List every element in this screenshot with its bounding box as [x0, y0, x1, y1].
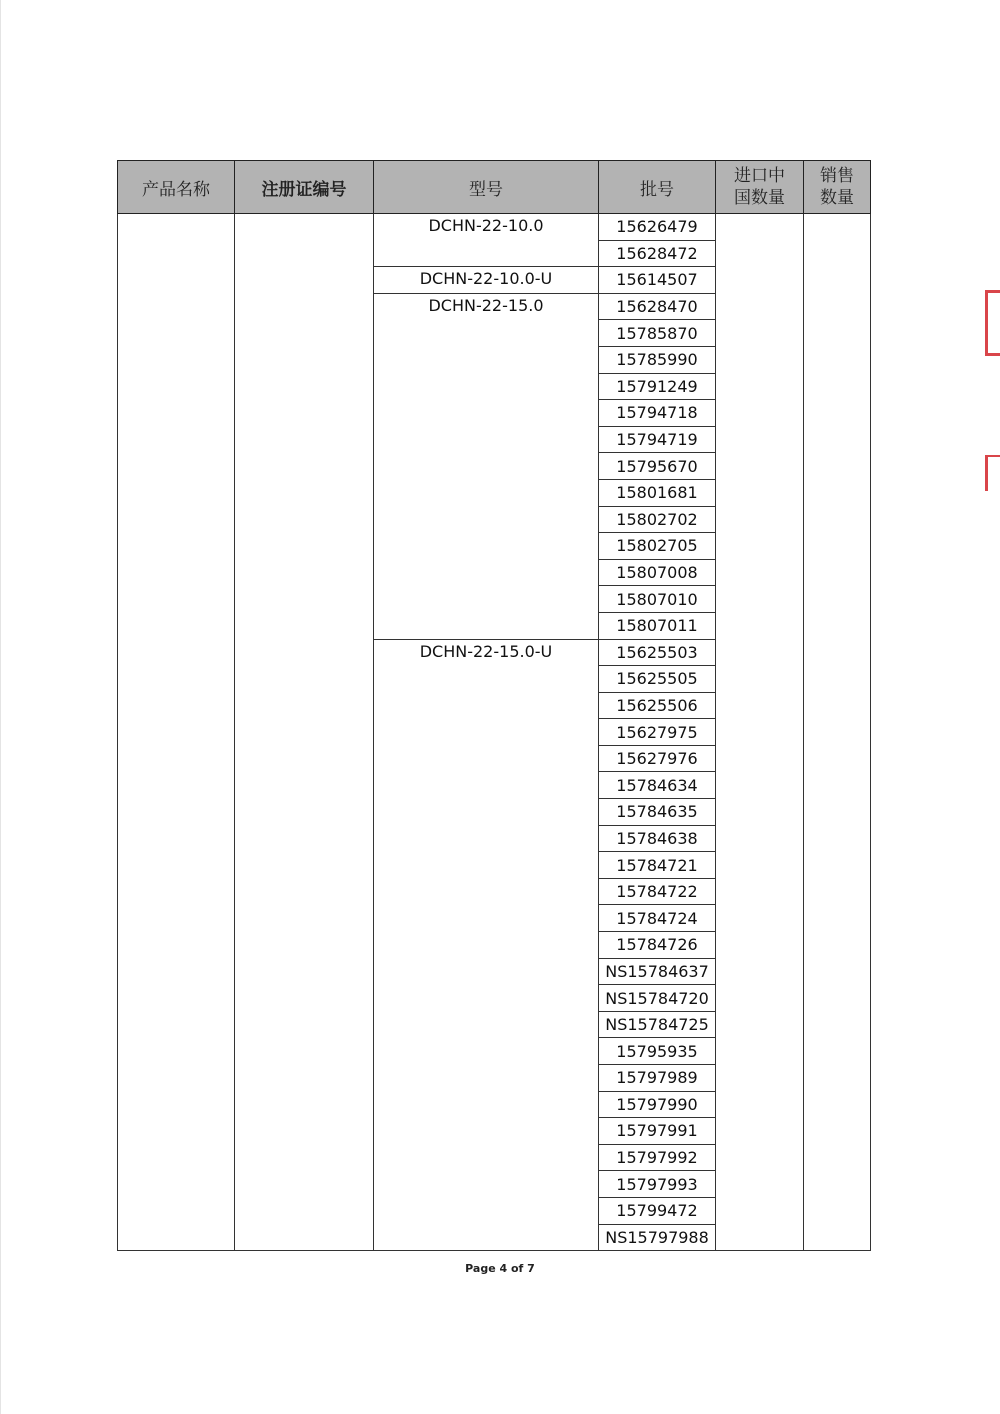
batch-number-cell: 15807008 — [599, 559, 716, 586]
batch-number-cell: 15797989 — [599, 1065, 716, 1092]
batch-number-cell: 15802702 — [599, 506, 716, 533]
batch-number-cell: NS15784637 — [599, 958, 716, 985]
batch-number-cell: 15797992 — [599, 1144, 716, 1171]
batch-number-cell: 15785870 — [599, 320, 716, 347]
model-cell: DCHN-22-10.0 — [374, 214, 599, 267]
batch-number-cell: 15784634 — [599, 772, 716, 799]
page-footer: Page 4 of 7 — [465, 1262, 535, 1275]
table-body — [118, 214, 871, 1251]
header-registration-number: 注册证编号 — [235, 161, 374, 214]
batch-number-cell: 15795670 — [599, 453, 716, 480]
batch-number-cell: 15784638 — [599, 825, 716, 852]
table-row — [118, 214, 871, 241]
batch-number-cell: NS15797988 — [599, 1224, 716, 1251]
batch-number-cell: 15627976 — [599, 745, 716, 772]
red-stamp-fragment — [985, 290, 1000, 356]
batch-number-cell: 15785990 — [599, 346, 716, 373]
batch-number-cell: 15784722 — [599, 878, 716, 905]
batch-number-cell: 15794718 — [599, 400, 716, 427]
header-import-quantity: 进口中 国数量 — [716, 161, 804, 214]
model-cell: DCHN-22-15.0 — [374, 293, 599, 639]
batch-number-cell: 15625505 — [599, 666, 716, 693]
batch-table — [117, 160, 871, 1251]
model-cell: DCHN-22-15.0-U — [374, 639, 599, 1251]
batch-number-cell: 15625503 — [599, 639, 716, 666]
scan-edge — [0, 0, 1, 1414]
batch-number-cell: 15797990 — [599, 1091, 716, 1118]
batch-number-cell: 15784724 — [599, 905, 716, 932]
red-stamp-fragment — [985, 455, 1000, 491]
header-sales-quantity: 销售 数量 — [804, 161, 871, 214]
batch-number-cell: 15614507 — [599, 267, 716, 294]
registration-number-cell — [235, 214, 374, 1251]
batch-number-cell: 15627975 — [599, 719, 716, 746]
model-cell: DCHN-22-10.0-U — [374, 267, 599, 294]
batch-number-cell: 15628470 — [599, 293, 716, 320]
batch-number-cell: 15626479 — [599, 214, 716, 241]
batch-number-cell: 15795935 — [599, 1038, 716, 1065]
batch-number-cell: 15784721 — [599, 852, 716, 879]
header-model: 型号 — [374, 161, 599, 214]
batch-number-cell: 15628472 — [599, 240, 716, 267]
batch-number-cell: 15784726 — [599, 932, 716, 959]
batch-number-cell: 15807011 — [599, 612, 716, 639]
product-name-cell — [118, 214, 235, 1251]
batch-number-cell: 15797993 — [599, 1171, 716, 1198]
header-product-name: 产品名称 — [118, 161, 235, 214]
batch-number-cell: 15802705 — [599, 533, 716, 560]
header-batch-number: 批号 — [599, 161, 716, 214]
batch-number-cell: 15801681 — [599, 479, 716, 506]
batch-number-cell: 15807010 — [599, 586, 716, 613]
sales-quantity-cell — [804, 214, 871, 1251]
batch-number-cell: 15799472 — [599, 1197, 716, 1224]
batch-number-cell: 15784635 — [599, 799, 716, 826]
batch-number-cell: 15797991 — [599, 1118, 716, 1145]
batch-number-cell: NS15784725 — [599, 1011, 716, 1038]
batch-number-cell: 15791249 — [599, 373, 716, 400]
table-header-row — [118, 161, 871, 214]
import-quantity-cell — [716, 214, 804, 1251]
batch-number-cell: 15794719 — [599, 426, 716, 453]
batch-number-cell: NS15784720 — [599, 985, 716, 1012]
batch-number-cell: 15625506 — [599, 692, 716, 719]
